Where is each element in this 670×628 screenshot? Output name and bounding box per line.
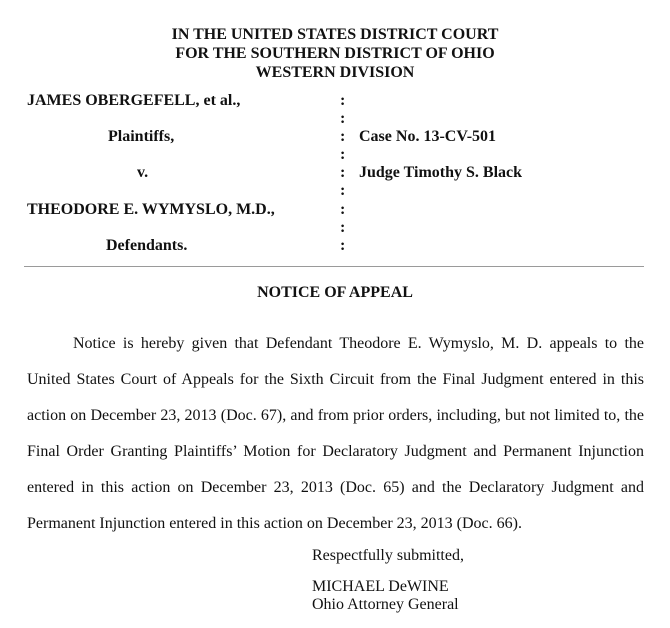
caption-colon: :: [340, 182, 346, 199]
court-division-line: WESTERN DIVISION: [255, 64, 415, 81]
caption-colon: :: [340, 110, 346, 127]
body-line: entered in this action on December 23, 2013 (Doc. 65) and the Declaratory Judgment and: [27, 479, 644, 496]
caption-colon: :: [340, 146, 346, 163]
body-line: United States Court of Appeals for the Sixth Circuit from the Final Judgment entered in this: [27, 371, 644, 388]
signature-office: Ohio Attorney General: [312, 596, 459, 613]
caption-colon: :: [340, 237, 346, 254]
body-line: action on December 23, 2013 (Doc. 67), and from prior orders, including, but not limited to, the: [27, 407, 644, 424]
caption-colon: :: [340, 219, 346, 236]
document-title: NOTICE OF APPEAL: [257, 284, 413, 301]
body-line: Notice is hereby given that Defendant Theodore E. Wymyslo, M. D. appeals to the: [73, 335, 644, 352]
case-number: Case No. 13-CV-501: [359, 128, 497, 145]
judge-name: Judge Timothy S. Black: [359, 164, 523, 181]
body-line: Final Order Granting Plaintiffs’ Motion for Declaratory Judgment and Permanent Injunction: [27, 443, 644, 460]
caption-colon: :: [340, 128, 346, 145]
caption-colon: :: [340, 92, 346, 109]
defendant-name: THEODORE E. WYMYSLO, M.D.,: [27, 201, 275, 218]
plaintiff-name: JAMES OBERGEFELL, et al.,: [27, 92, 241, 109]
court-header: [0, 25, 670, 82]
caption-divider: [24, 266, 644, 267]
defendant-role: Defendants.: [106, 237, 188, 254]
body-line: Permanent Injunction entered in this action on December 23, 2013 (Doc. 66).: [27, 515, 522, 532]
versus-label: v.: [137, 164, 149, 181]
court-district-line: FOR THE SOUTHERN DISTRICT OF OHIO: [175, 45, 495, 62]
signature-name: MICHAEL DeWINE: [312, 578, 449, 595]
court-name-line: IN THE UNITED STATES DISTRICT COURT: [171, 26, 499, 43]
caption-colon: :: [340, 164, 346, 181]
signature-closing: Respectfully submitted,: [312, 547, 464, 564]
caption-colon: :: [340, 201, 346, 218]
plaintiff-role: Plaintiffs,: [108, 128, 175, 145]
notice-body: [27, 326, 644, 542]
